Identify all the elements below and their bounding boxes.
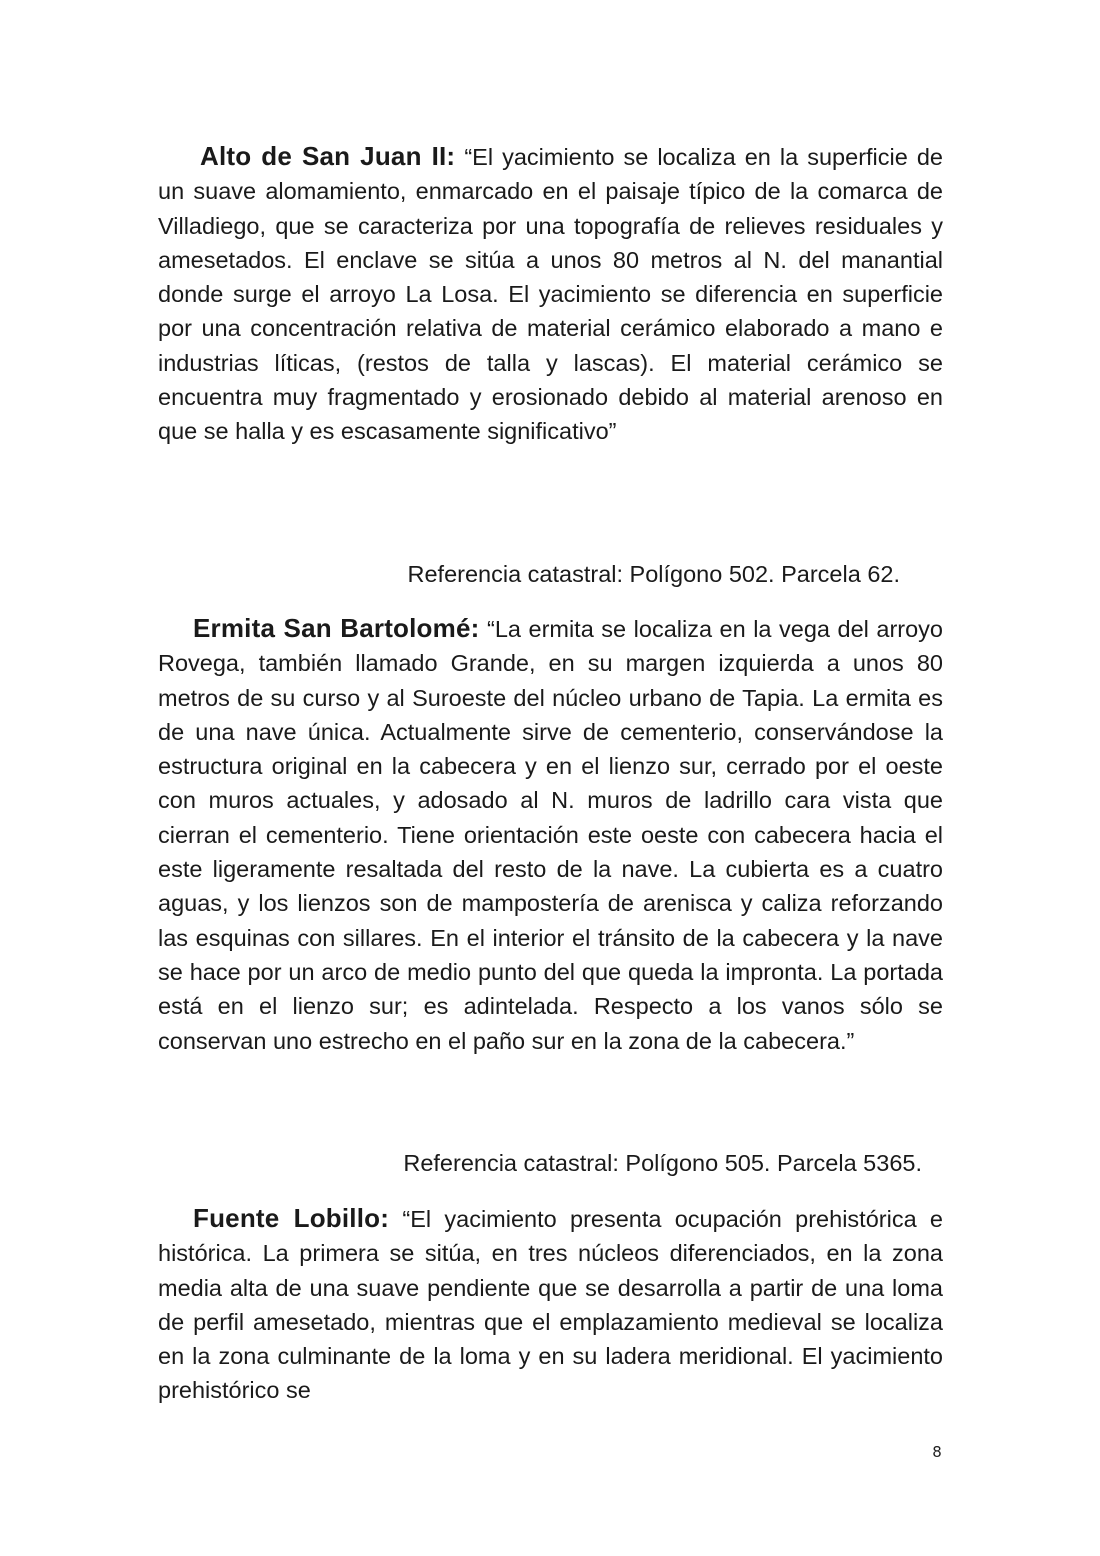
text-ermita-san-bartolome: “La ermita se localiza en la vega del arroyo Rovega, también llamado Grande, en su margen izquierda a unos 80 metros de su curso y al Suroeste del núcleo urbano de Tapia. La ermita es de una nave única. Actualmente sirve de cementerio, conservándose la estructura original en la cabecera y en el lienzo sur, cerrado por el oeste con muros actuales, y adosado al N. muros de ladrillo cara vista que cierran el cementerio. Tiene orientación este oeste con cabecera hacia el este ligeramente resaltada del resto de la nave. La cubierta es a cuatro aguas, y los lienzos son de mampostería de arenisca y caliza reforzando las esquinas con sillares. En el interior el tránsito de la cabecera y la nave se hace por un arco de medio punto del que queda la impronta. La portada está en el lienzo sur; es adintelada. Respecto a los vanos sólo se conservan uno estrecho en el paño sur en la zona de la cabecera.” [158, 616, 943, 1054]
text-fuente-lobillo: “El yacimiento presenta ocupación prehistórica e histórica. La primera se sitúa, en tres núcleos diferenciados, en la zona media alta de una suave pendiente que se desarrolla a partir de una loma de perfil amesetado, mientras que el emplazamiento medieval se localiza en la zona culminante de la loma y en su ladera meridional. El yacimiento prehistórico se [158, 1206, 943, 1404]
reference-alto-de-san-juan: Referencia catastral: Polígono 502. Parcela 62. [407, 561, 900, 587]
page-number: 8 [932, 1443, 942, 1461]
paragraph-fuente-lobillo [158, 1201, 943, 1408]
paragraph-ermita-san-bartolome [158, 611, 943, 1058]
reference-ermita-san-bartolome: Referencia catastral: Polígono 505. Parcela 5365. [403, 1150, 922, 1176]
heading-alto-de-san-juan: Alto de San Juan II: [200, 141, 456, 171]
heading-ermita-san-bartolome: Ermita San Bartolomé: [193, 613, 480, 643]
paragraph-alto-de-san-juan [158, 139, 943, 449]
heading-fuente-lobillo: Fuente Lobillo: [193, 1203, 390, 1233]
text-alto-de-san-juan: “El yacimiento se localiza en la superficie de un suave alomamiento, enmarcado en el paisaje típico de la comarca de Villadiego, que se caracteriza por una topografía de relieves residuales y amesetados. El enclave se sitúa a unos 80 metros al N. del manantial donde surge el arroyo La Losa. El yacimiento se diferencia en superficie por una concentración relativa de material cerámico elaborado a mano e industrias líticas, (restos de talla y lascas). El material cerámico se encuentra muy fragmentado y erosionado debido al material arenoso en que se halla y es escasamente significativo” [158, 144, 943, 445]
